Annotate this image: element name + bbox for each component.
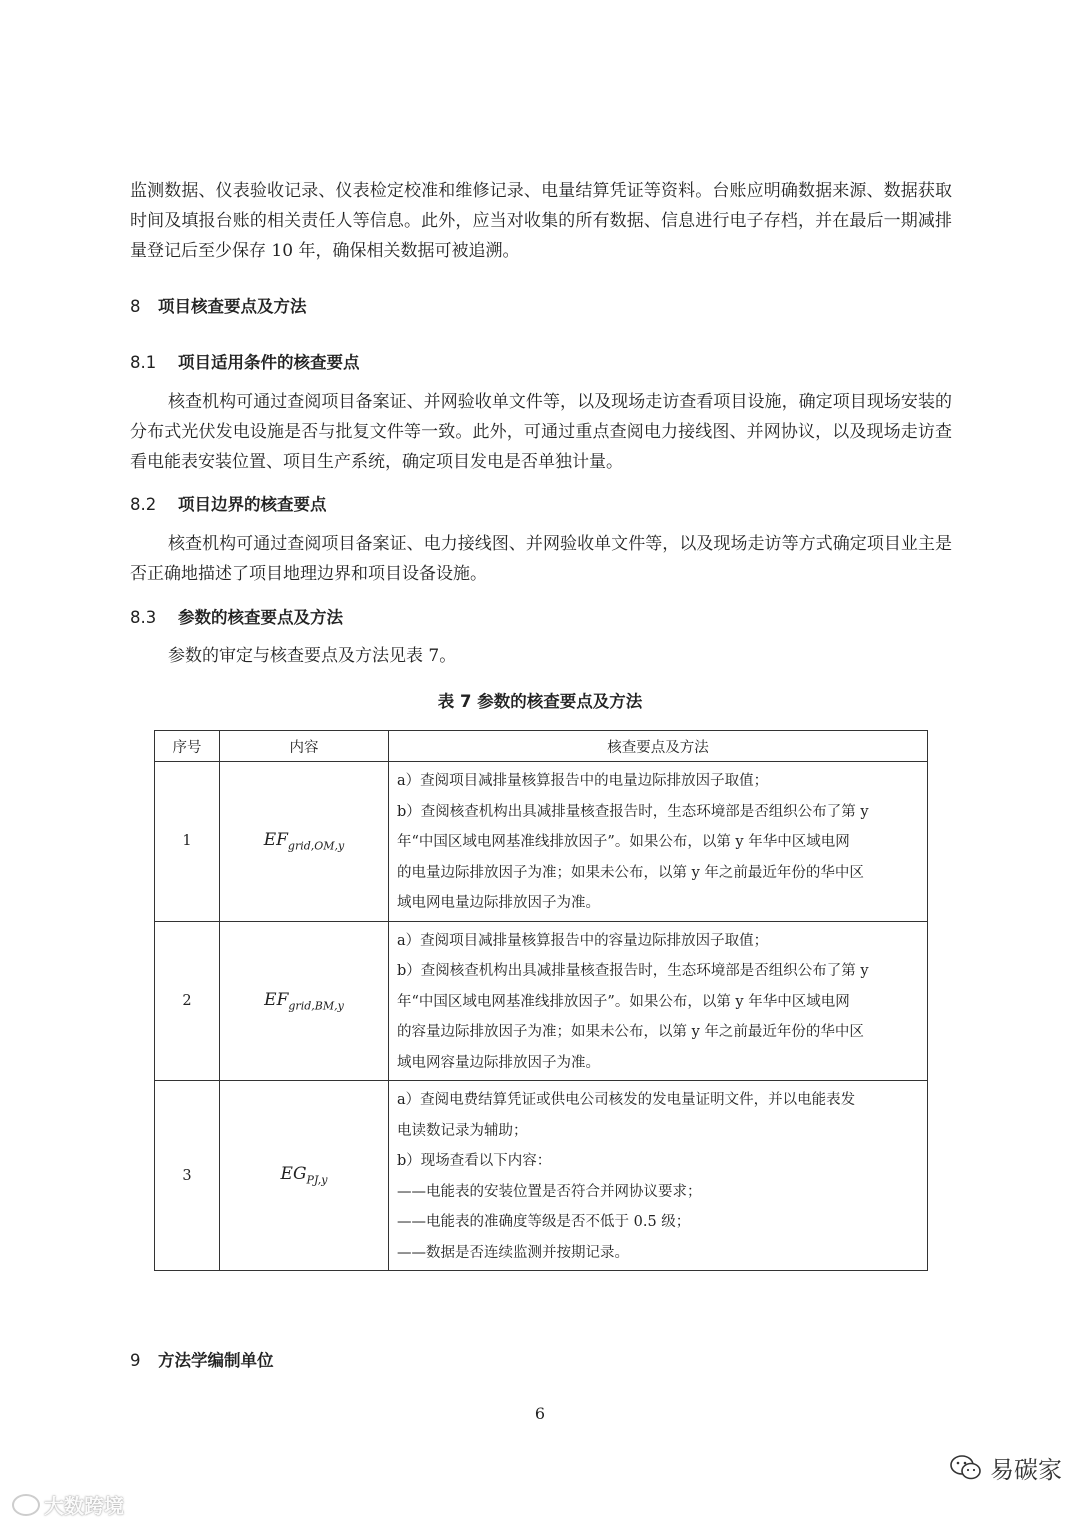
parameter-subscript: grid,BM,y <box>288 998 344 1012</box>
method-line: 域电网电量边际排放因子为准。 <box>397 895 600 911</box>
section-8-1-title: 项目适用条件的核查要点 <box>178 353 360 372</box>
header-method: 核查要点及方法 <box>389 731 928 762</box>
row-parameter <box>220 921 389 1081</box>
watermark-logo-icon <box>12 1494 40 1516</box>
table-caption: 表 7 参数的核查要点及方法 <box>437 692 643 711</box>
section-8-3-heading <box>130 604 343 628</box>
row-parameter <box>220 1081 389 1271</box>
section-8-1-body: 核查机构可通过查阅项目备案证、并网验收单文件等，以及现场走访查看项目设施，确定项目现场安装的分布式光伏发电设施是否与批复文件等一致。此外，可通过重点查阅电力接线图、并网协议，以及现场走访查看电能表安装位置、项目生产系统，确定项目发电是否单独计量。 <box>130 392 952 472</box>
method-line: a）查阅项目减排量核算报告中的容量边际排放因子取值； <box>397 932 769 949</box>
section-8-1-heading <box>130 349 360 373</box>
section-8-number: 8 <box>130 297 141 316</box>
section-8-2-heading <box>130 491 327 515</box>
section-8-title: 项目核查要点及方法 <box>158 297 307 316</box>
method-line: 的容量边际排放因子为准；如果未公布，以第 y 年之前最近年份的华中区 <box>397 1024 864 1040</box>
row-index: 1 <box>155 762 220 922</box>
section-9-title: 方法学编制单位 <box>158 1351 274 1370</box>
header-content: 内容 <box>220 731 389 762</box>
method-line: b）查阅核查机构出具减排量核查报告时，生态环境部是否组织公布了第 y <box>397 963 869 979</box>
method-line: a）查阅项目减排量核算报告中的电量边际排放因子取值； <box>397 773 769 789</box>
method-line: ——数据是否连续监测并按期记录。 <box>397 1244 629 1261</box>
watermark-right <box>950 1450 1062 1485</box>
intro-paragraph: 监测数据、仪表验收记录、仪表检定校准和维修记录、电量结算凭证等资料。台账应明确数据来源、数据获取时间及填报台账的相关责任人等信息。此外，应当对收集的所有数据、信息进行电子存档，并在最后一期减排量登记后至少保存 10 年，确保相关数据可被追溯。 <box>130 181 952 261</box>
section-9-heading <box>130 1347 274 1371</box>
parameter-table <box>154 730 928 1271</box>
table-row <box>155 1081 928 1271</box>
section-8-2-number: 8.2 <box>130 495 157 514</box>
section-8-3-title: 参数的核查要点及方法 <box>178 608 343 627</box>
row-index: 3 <box>155 1081 220 1271</box>
method-line: 年“中国区域电网基准线排放因子”。如果公布，以第 y 年华中区域电网 <box>397 993 850 1010</box>
section-8-3-body: 参数的审定与核查要点及方法见表 7。 <box>168 646 457 666</box>
parameter-subscript: PJ,y <box>306 1173 328 1187</box>
section-8-2-title: 项目边界的核查要点 <box>178 495 327 514</box>
method-line: ——电能表的准确度等级是否不低于 0.5 级； <box>397 1214 691 1230</box>
parameter-subscript: grid,OM,y <box>287 839 345 853</box>
parameter-symbol: EF <box>264 989 289 1010</box>
section-8-3-number: 8.3 <box>130 608 157 627</box>
watermark-left-text: 大数跨境 <box>44 1494 124 1518</box>
watermark-right-text: 易碳家 <box>990 1456 1062 1484</box>
method-line: 域电网容量边际排放因子为准。 <box>397 1054 600 1071</box>
method-line: b）查阅核查机构出具减排量核查报告时，生态环境部是否组织公布了第 y <box>397 803 869 820</box>
section-8-heading <box>130 293 307 317</box>
method-line: ——电能表的安装位置是否符合并网协议要求； <box>397 1183 702 1200</box>
method-line: a）查阅电费结算凭证或供电公司核发的发电量证明文件，并以电能表发 <box>397 1092 856 1108</box>
section-9-number: 9 <box>130 1351 141 1370</box>
table-row <box>155 921 928 1081</box>
parameter-symbol: EF <box>263 830 288 851</box>
method-line: 的电量边际排放因子为准；如果未公布，以第 y 年之前最近年份的华中区 <box>397 864 864 881</box>
wechat-icon <box>950 1454 982 1482</box>
method-line: 电读数记录为辅助； <box>397 1122 528 1139</box>
row-method <box>389 921 928 1081</box>
section-8-1-number: 8.1 <box>130 353 157 372</box>
table-row <box>155 762 928 922</box>
row-method <box>389 1081 928 1271</box>
watermark-left <box>12 1490 124 1519</box>
row-parameter <box>220 762 389 922</box>
row-index: 2 <box>155 921 220 1081</box>
row-method <box>389 762 928 922</box>
page-number: 6 <box>534 1404 546 1423</box>
table-header-row <box>155 731 928 762</box>
method-line: 年“中国区域电网基准线排放因子”。如果公布，以第 y 年华中区域电网 <box>397 834 850 850</box>
method-line: b）现场查看以下内容： <box>397 1153 552 1169</box>
section-8-2-body: 核查机构可通过查阅项目备案证、电力接线图、并网验收单文件等，以及现场走访等方式确定项目业主是否正确地描述了项目地理边界和项目设备设施。 <box>130 534 952 584</box>
parameter-symbol: EG <box>280 1164 307 1185</box>
header-index: 序号 <box>155 731 220 762</box>
